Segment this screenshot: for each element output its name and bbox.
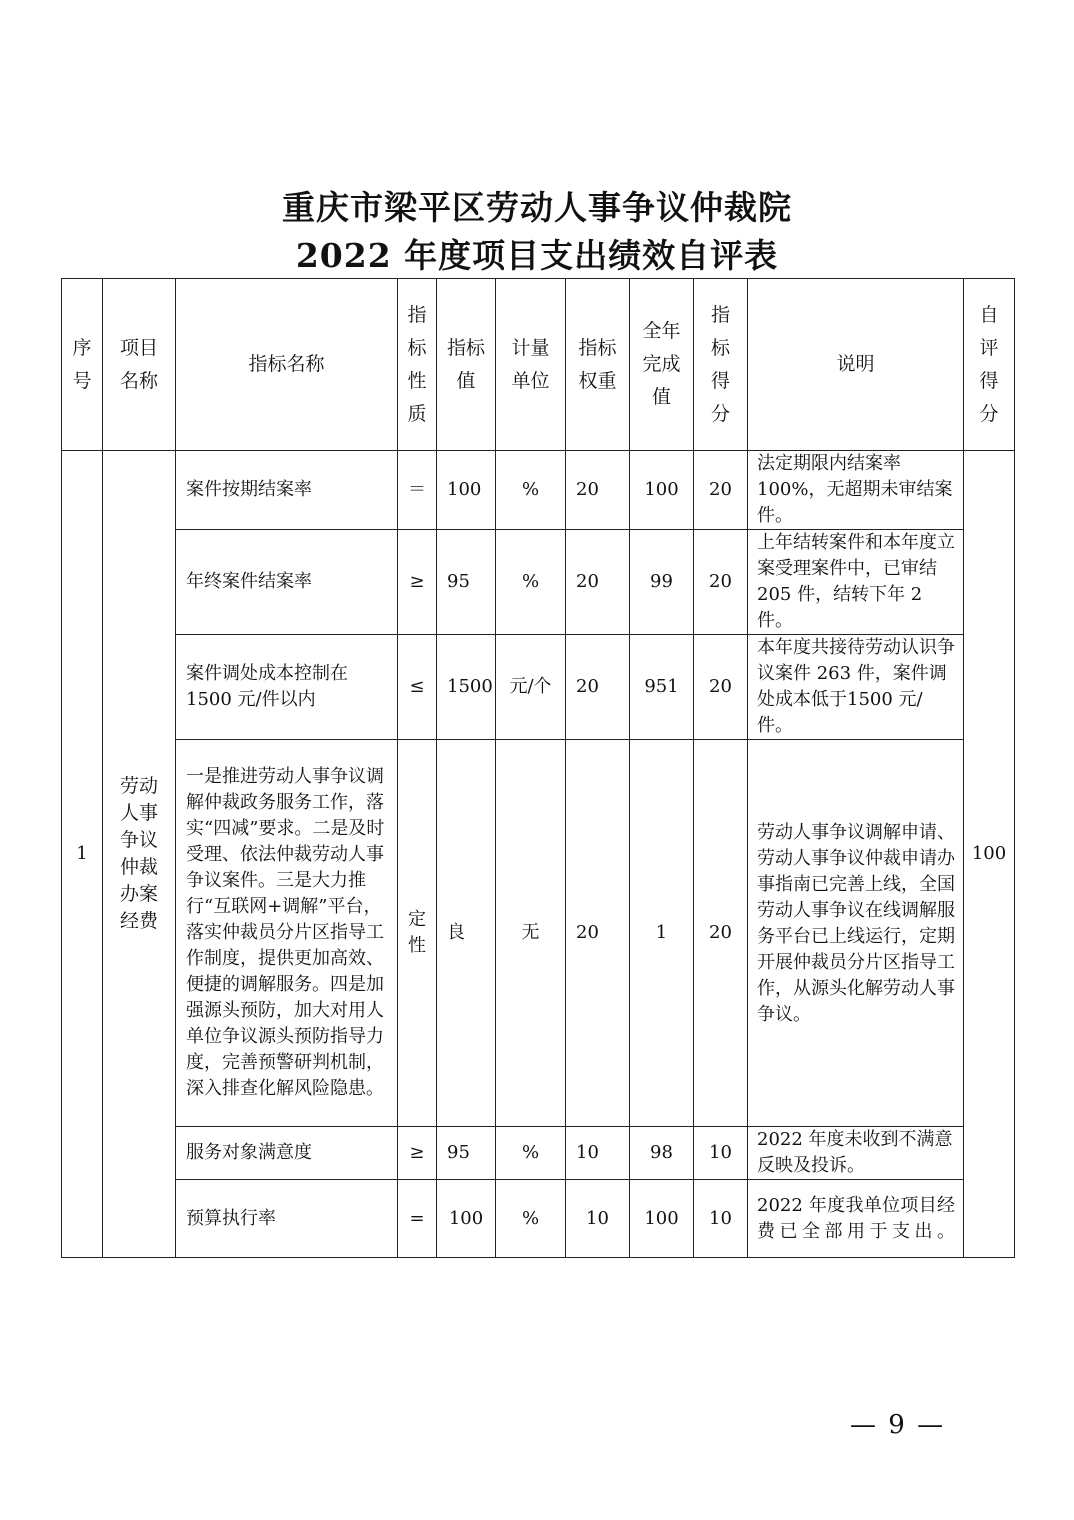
note-cell: 法定期限内结案率100%，无超期未审结案件。 bbox=[748, 451, 964, 530]
table-row bbox=[62, 530, 1015, 635]
nature-cell: ≥ bbox=[398, 1127, 437, 1180]
value-cell: 95 bbox=[437, 530, 496, 635]
value-cell: 良 bbox=[437, 740, 496, 1127]
weight-cell: 20 bbox=[566, 635, 630, 740]
project-name-cell: 劳动人事争议仲裁办案经费 bbox=[103, 451, 176, 1258]
page-number: — 9 — bbox=[850, 1410, 946, 1440]
value-cell: 100 bbox=[437, 451, 496, 530]
completed-cell: 99 bbox=[630, 530, 694, 635]
document-title-line-2: 2022 年度项目支出绩效自评表 bbox=[295, 236, 779, 275]
value-cell: 1500 bbox=[437, 635, 496, 740]
nature-cell: ≥ bbox=[398, 530, 437, 635]
table-row bbox=[62, 740, 1015, 1127]
note-cell: 2022 年度未收到不满意反映及投诉。 bbox=[748, 1127, 964, 1180]
score-cell: 10 bbox=[694, 1127, 748, 1180]
weight-cell: 20 bbox=[566, 451, 630, 530]
header-weight: 指标权重 bbox=[566, 279, 630, 451]
indicator-cell: 预算执行率 bbox=[176, 1180, 398, 1258]
completed-cell: 100 bbox=[630, 451, 694, 530]
indicator-cell: 案件按期结案率 bbox=[176, 451, 398, 530]
note-cell: 本年度共接待劳动认识争议案件 263 件，案件调处成本低于1500 元/件。 bbox=[748, 635, 964, 740]
indicator-cell: 案件调处成本控制在1500 元/件以内 bbox=[176, 635, 398, 740]
weight-cell: 10 bbox=[566, 1127, 630, 1180]
score-cell: 10 bbox=[694, 1180, 748, 1258]
indicator-cell: 年终案件结案率 bbox=[176, 530, 398, 635]
note-cell: 上年结转案件和本年度立案受理案件中，已审结 205 件，结转下年 2 件。 bbox=[748, 530, 964, 635]
note-cell: 劳动人事争议调解申请、劳动人事争议仲裁申请办事指南已完善上线，全国劳动人事争议在线调解服务平台已上线运行，定期开展仲裁员分片区指导工作，从源头化解劳动人事争议。 bbox=[748, 740, 964, 1127]
value-cell: 95 bbox=[437, 1127, 496, 1180]
completed-cell: 1 bbox=[630, 740, 694, 1127]
document-title-line-1: 重庆市梁平区劳动人事争议仲裁院 bbox=[282, 188, 792, 227]
note-cell: 2022 年度我单位项目经费已全部用于支出。 bbox=[748, 1180, 964, 1258]
completed-cell: 98 bbox=[630, 1127, 694, 1180]
score-cell: 20 bbox=[694, 635, 748, 740]
weight-cell: 10 bbox=[566, 1180, 630, 1258]
evaluation-table bbox=[61, 278, 1015, 1258]
indicator-cell: 服务对象满意度 bbox=[176, 1127, 398, 1180]
completed-cell: 951 bbox=[630, 635, 694, 740]
table-row bbox=[62, 451, 1015, 530]
table-row bbox=[62, 635, 1015, 740]
table-row bbox=[62, 1180, 1015, 1258]
weight-cell: 20 bbox=[566, 530, 630, 635]
header-seq: 序号 bbox=[62, 279, 103, 451]
score-cell: 20 bbox=[694, 451, 748, 530]
nature-cell: ≤ bbox=[398, 635, 437, 740]
header-note: 说明 bbox=[748, 279, 964, 451]
header-unit: 计量单位 bbox=[496, 279, 566, 451]
indicator-cell: 一是推进劳动人事争议调解仲裁政务服务工作，落实“四减”要求。二是及时受理、依法仲裁劳动人事争议案件。三是大力推行“互联网+调解”平台，落实仲裁员分片区指导工作制度，提供更加高效、便捷的调解服务。四是加强源头预防，加大对用人单位争议源头预防指导力度，完善预警研判机制，深入排查化解风险隐患。 bbox=[176, 740, 398, 1127]
self-score-cell: 100 bbox=[964, 451, 1015, 1258]
seq-cell: 1 bbox=[62, 451, 103, 1258]
score-cell: 20 bbox=[694, 530, 748, 635]
unit-cell: % bbox=[496, 1127, 566, 1180]
table-row bbox=[62, 1127, 1015, 1180]
unit-cell: % bbox=[496, 530, 566, 635]
weight-cell: 20 bbox=[566, 740, 630, 1127]
unit-cell: % bbox=[496, 451, 566, 530]
completed-cell: 100 bbox=[630, 1180, 694, 1258]
header-row bbox=[62, 279, 1015, 451]
unit-cell: 元/个 bbox=[496, 635, 566, 740]
header-indicator: 指标名称 bbox=[176, 279, 398, 451]
nature-cell: ＝ bbox=[398, 451, 437, 530]
score-cell: 20 bbox=[694, 740, 748, 1127]
header-score: 指标得分 bbox=[694, 279, 748, 451]
value-cell: 100 bbox=[437, 1180, 496, 1258]
nature-cell: = bbox=[398, 1180, 437, 1258]
header-value: 指标值 bbox=[437, 279, 496, 451]
unit-cell: 无 bbox=[496, 740, 566, 1127]
header-project: 项目名称 bbox=[103, 279, 176, 451]
nature-cell: 定性 bbox=[398, 740, 437, 1127]
header-nature: 指标性质 bbox=[398, 279, 437, 451]
header-completed: 全年完成值 bbox=[630, 279, 694, 451]
unit-cell: % bbox=[496, 1180, 566, 1258]
header-self-score: 自评得分 bbox=[964, 279, 1015, 451]
